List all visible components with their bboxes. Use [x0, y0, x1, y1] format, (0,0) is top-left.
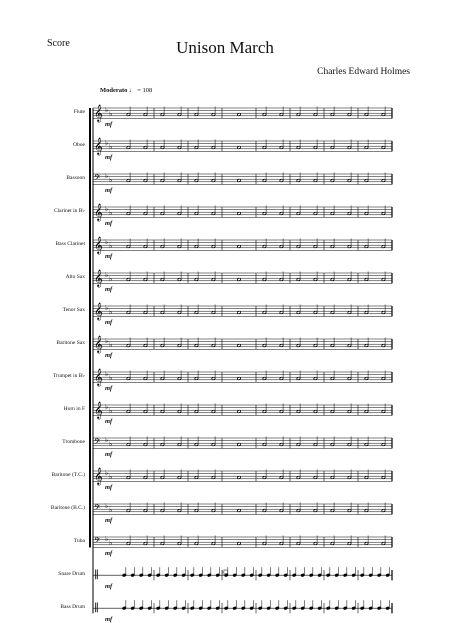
instrument-label: Tenor Sax — [62, 307, 85, 313]
flat-icon: ♭ — [109, 143, 113, 151]
tempo-value: = 108 — [137, 87, 153, 94]
dynamic-mark: mf — [105, 121, 113, 128]
treble-clef-icon: 𝄞 — [94, 401, 103, 419]
flat-icon: ♭ — [109, 473, 113, 481]
flat-icon: ♭ — [109, 209, 113, 217]
dynamic-mark: mf — [105, 451, 113, 458]
flat-icon: ♭ — [109, 242, 113, 250]
instrument-label: Bass Clarinet — [55, 241, 85, 247]
instrument-label: Tuba — [73, 538, 85, 544]
flat-icon: ♭ — [109, 308, 113, 316]
treble-clef-icon: 𝄞 — [94, 203, 103, 221]
treble-clef-icon: 𝄞 — [94, 137, 103, 155]
flat-icon: ♭ — [109, 539, 113, 547]
bass-clef-icon: 𝄢 — [94, 438, 101, 449]
dynamic-mark: mf — [105, 352, 113, 359]
treble-clef-icon: 𝄞 — [94, 335, 103, 353]
composer-name: Charles Edward Holmes — [317, 67, 410, 77]
flat-icon: ♭ — [105, 304, 109, 312]
flat-icon: ♭ — [105, 238, 109, 246]
instrument-label: Bass Drum — [60, 604, 85, 610]
dynamic-mark: mf — [105, 220, 113, 227]
instrument-label: Clarinet in B♭ — [53, 208, 85, 214]
dynamic-mark: mf — [105, 418, 113, 425]
flat-icon: ♭ — [109, 374, 113, 382]
dynamic-mark: mf — [105, 583, 113, 590]
dynamic-mark: mf — [105, 187, 113, 194]
treble-clef-icon: 𝄞 — [94, 269, 103, 287]
flat-icon: ♭ — [105, 403, 109, 411]
dynamic-mark: mf — [105, 385, 113, 392]
bass-clef-icon: 𝄢 — [94, 537, 101, 548]
page-title: Unison March — [176, 38, 274, 57]
flat-icon: ♭ — [105, 535, 109, 543]
treble-clef-icon: 𝄞 — [94, 104, 103, 122]
dynamic-mark: mf — [105, 616, 113, 623]
treble-clef-icon: 𝄞 — [94, 236, 103, 254]
instrument-label: Baritone (B.C.) — [50, 505, 85, 511]
dynamic-mark: mf — [105, 286, 113, 293]
instrument-label: Snare Drum — [58, 571, 85, 577]
flat-icon: ♭ — [105, 337, 109, 345]
flat-icon: ♭ — [105, 436, 109, 444]
instrument-label: Flute — [73, 109, 85, 115]
percussion-clef-icon: ‖ — [94, 569, 99, 580]
flat-icon: ♭ — [105, 106, 109, 114]
flat-icon: ♭ — [105, 205, 109, 213]
treble-clef-icon: 𝄞 — [94, 302, 103, 320]
flat-icon: ♭ — [105, 502, 109, 510]
instrument-label: Bassoon — [66, 175, 85, 181]
instrument-label: Trombone — [62, 439, 85, 445]
instrument-label: Baritone Sax — [56, 340, 85, 346]
flat-icon: ♭ — [109, 341, 113, 349]
flat-icon: ♭ — [105, 271, 109, 279]
instrument-label: Trumpet in B♭ — [52, 373, 85, 379]
instrument-label: Horn in F — [63, 406, 85, 412]
flat-icon: ♭ — [109, 110, 113, 118]
flat-icon: ♭ — [105, 172, 109, 180]
dynamic-mark: mf — [105, 484, 113, 491]
score-label: Score — [47, 38, 70, 49]
bass-clef-icon: 𝄢 — [94, 504, 101, 515]
bass-clef-icon: 𝄢 — [94, 174, 101, 185]
treble-clef-icon: 𝄞 — [94, 467, 103, 485]
instrument-label: Oboe — [73, 142, 85, 148]
flat-icon: ♭ — [109, 440, 113, 448]
flat-icon: ♭ — [105, 139, 109, 147]
flat-icon: ♭ — [105, 469, 109, 477]
tempo-text: Moderato — [100, 87, 128, 94]
winds-bracket — [89, 108, 91, 547]
dynamic-mark: mf — [105, 154, 113, 161]
dynamic-mark: mf — [105, 517, 113, 524]
instrument-label: Alto Sax — [65, 274, 85, 280]
dynamic-mark: mf — [105, 550, 113, 557]
flat-icon: ♭ — [109, 176, 113, 184]
flat-icon: ♭ — [109, 506, 113, 514]
dynamic-mark: mf — [105, 319, 113, 326]
treble-clef-icon: 𝄞 — [94, 368, 103, 386]
percussion-clef-icon: ‖ — [94, 602, 99, 613]
copyright-symbol: © — [221, 568, 229, 577]
flat-icon: ♭ — [109, 407, 113, 415]
dynamic-mark: mf — [105, 253, 113, 260]
quarter-note-icon: ♩ — [129, 87, 136, 94]
flat-icon: ♭ — [105, 370, 109, 378]
instrument-label: Baritone (T.C.) — [51, 472, 85, 478]
flat-icon: ♭ — [109, 275, 113, 283]
